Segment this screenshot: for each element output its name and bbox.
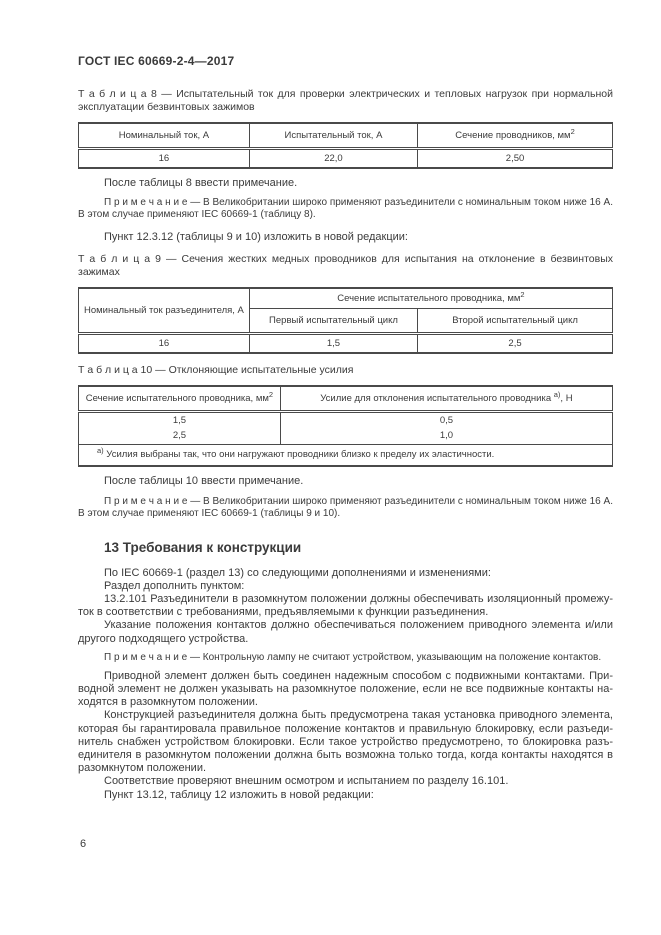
table10-footnote-row <box>79 445 613 467</box>
table8 <box>78 122 613 169</box>
table10 <box>78 385 613 467</box>
table8-caption-dash: — <box>156 88 177 100</box>
note-text: Контрольную лампу не считают устройством, указывающим на положение контактов. <box>202 651 602 663</box>
table8-caption-label: Т а б л и ц а 8 <box>78 88 157 100</box>
section13-paragraph-2: Раздел дополнить пунктом: <box>104 579 245 592</box>
table8-cell-nominal-current: 16 <box>79 149 250 169</box>
table8-header-row <box>79 123 613 149</box>
table8-caption <box>78 88 613 114</box>
table9-header-first-cycle: Первый испытательный цикл <box>249 309 417 334</box>
section13-paragraph-6: Конструкцией разъединителя должна быть предусмотрена такая установка приводного элемента, которая бы гарантировала правильное положение контактов и правильную блокировку, если разъединитель снабжен устройством блокировки. Если такое устройство предусмотрено, то блокировка разъединителя в разомкнутом положении должна быть возможна только тогда, когда контакты находятся в разомкнутом положении. <box>78 709 613 775</box>
table9-header-second-cycle: Второй испытательный цикл <box>418 309 613 334</box>
table8-data-row <box>79 149 613 169</box>
page-number: 6 <box>80 838 87 850</box>
table10-footnote <box>79 445 613 467</box>
table9-caption-text: Сечения жестких медных проводников для испытания на отклонение в безвинтовых зажимах <box>78 253 614 279</box>
table10-header-conductor-section <box>79 386 281 412</box>
section13-paragraph-3: 13.2.101 Разъединители в разомкнутом положении должны обеспечивать изоляционный промежуток в соответствии с требованиями, предъявляемыми к функции разъединения. <box>78 593 613 619</box>
note-label: П р и м е ч а н и е — <box>104 651 203 663</box>
superscript-2: 2 <box>570 126 575 136</box>
table9-header-nominal-current: Номинальный ток разъединителя, А <box>79 288 250 334</box>
table10-caption-text: Отклоняющие испытательные усилия <box>168 364 354 377</box>
table9-cell-nominal-current: 16 <box>79 334 250 354</box>
table10-data-row <box>79 428 613 445</box>
table9-caption-dash: — <box>160 253 182 266</box>
table8-header-nominal-current: Номинальный ток, А <box>79 123 250 149</box>
table8-header-conductor-section <box>418 123 613 149</box>
superscript-2: 2 <box>268 390 274 400</box>
table10-header-deflection-force <box>280 386 612 412</box>
table8-cell-test-current: 22,0 <box>249 149 417 169</box>
paragraph-after-table8: После таблицы 8 ввести примечание. <box>104 177 298 189</box>
section13-paragraph-1: По IEC 60669-1 (раздел 13) со следующими дополнениями и изменениями: <box>104 566 491 579</box>
section-13-heading: 13 Требования к конструкции <box>104 539 302 555</box>
table9-cell-second-cycle: 2,5 <box>418 334 613 354</box>
note-after-table10 <box>78 496 613 520</box>
table10-data-row <box>79 412 613 429</box>
table10-header-deflection-force-text: Усилие для отклонения испытательного проводника <box>320 393 554 405</box>
table9-header-row-1 <box>79 288 613 309</box>
table9-data-row <box>79 334 613 354</box>
superscript-a: a) <box>97 446 104 456</box>
section13-note <box>78 652 613 664</box>
table9-header-test-conductor-section <box>249 288 612 309</box>
superscript-2: 2 <box>520 290 525 300</box>
section13-paragraph-5: Приводной элемент должен быть соединен надежным способом с подвижными контактами. Приводной элемент не должен указывать на разомкнутое положение, если не все подвижные контакты находятся в разомкнутом положении. <box>78 669 613 709</box>
section13-paragraph-7: Соответствие проверяют внешним осмотром и испытанием по разделу 16.101. <box>104 775 509 788</box>
note-after-table8 <box>78 197 613 221</box>
table10-header-deflection-force-unit: , Н <box>560 393 573 405</box>
table10-footnote-text: Усилия выбраны так, что они нагружают проводники близко к пределу их эластичности. <box>103 449 495 461</box>
table9 <box>78 287 613 354</box>
table8-caption-text: Испытательный ток для проверки электрических и тепловых нагрузок при нормальной эксплуатации безвинтовых зажимов <box>78 88 614 113</box>
superscript-a: a) <box>553 390 561 400</box>
table10-caption <box>78 364 613 377</box>
table9-cell-first-cycle: 1,5 <box>249 334 417 354</box>
note-label: П р и м е ч а н и е — <box>104 495 204 507</box>
section13-paragraph-4: Указание положения контактов должно обеспечиваться положением приводного элемента и/или другого подходящего устройства. <box>78 619 613 645</box>
doc-header: ГОСТ IEC 60669-2-4—2017 <box>78 54 235 68</box>
table10-caption-label: Т а б л и ц а 10 <box>78 364 153 377</box>
table10-cell-section: 2,5 <box>79 428 281 445</box>
table10-cell-section: 1,5 <box>79 412 281 429</box>
table10-header-row <box>79 386 613 412</box>
note-label: П р и м е ч а н и е — <box>104 197 204 209</box>
paragraph-point-12-3-12: Пункт 12.3.12 (таблицы 9 и 10) изложить в новой редакции: <box>104 231 408 244</box>
table8-header-test-current: Испытательный ток, А <box>249 123 417 149</box>
note-text: В Великобритании широко применяют разъединители с номинальным током ниже 16 А. В этом случае применяют IEC 60669-1 (таблицы 9 и 10). <box>78 495 613 519</box>
table10-caption-dash: — <box>152 364 169 377</box>
table8-cell-conductor-section: 2,50 <box>418 149 613 169</box>
paragraph-after-table10: После таблицы 10 ввести примечание. <box>104 475 304 488</box>
section13-paragraph-8: Пункт 13.12, таблицу 12 изложить в новой редакции: <box>104 788 374 801</box>
table9-caption-label: Т а б л и ц а 9 <box>78 253 161 266</box>
table8-header-conductor-section-text: Сечение проводников, мм <box>455 130 571 141</box>
note-text: В Великобритании широко применяют разъединители с номинальным током ниже 16 А. В этом случае применяют IEC 60669-1 (таблицу 8). <box>78 197 613 221</box>
table10-cell-force: 1,0 <box>280 428 612 445</box>
table9-caption <box>78 253 613 279</box>
table9-header-test-conductor-section-text: Сечение испытательного проводника, мм <box>337 293 521 305</box>
table10-header-conductor-section-text: Сечение испытательного проводника, мм <box>85 393 269 405</box>
table10-cell-force: 0,5 <box>280 412 612 429</box>
